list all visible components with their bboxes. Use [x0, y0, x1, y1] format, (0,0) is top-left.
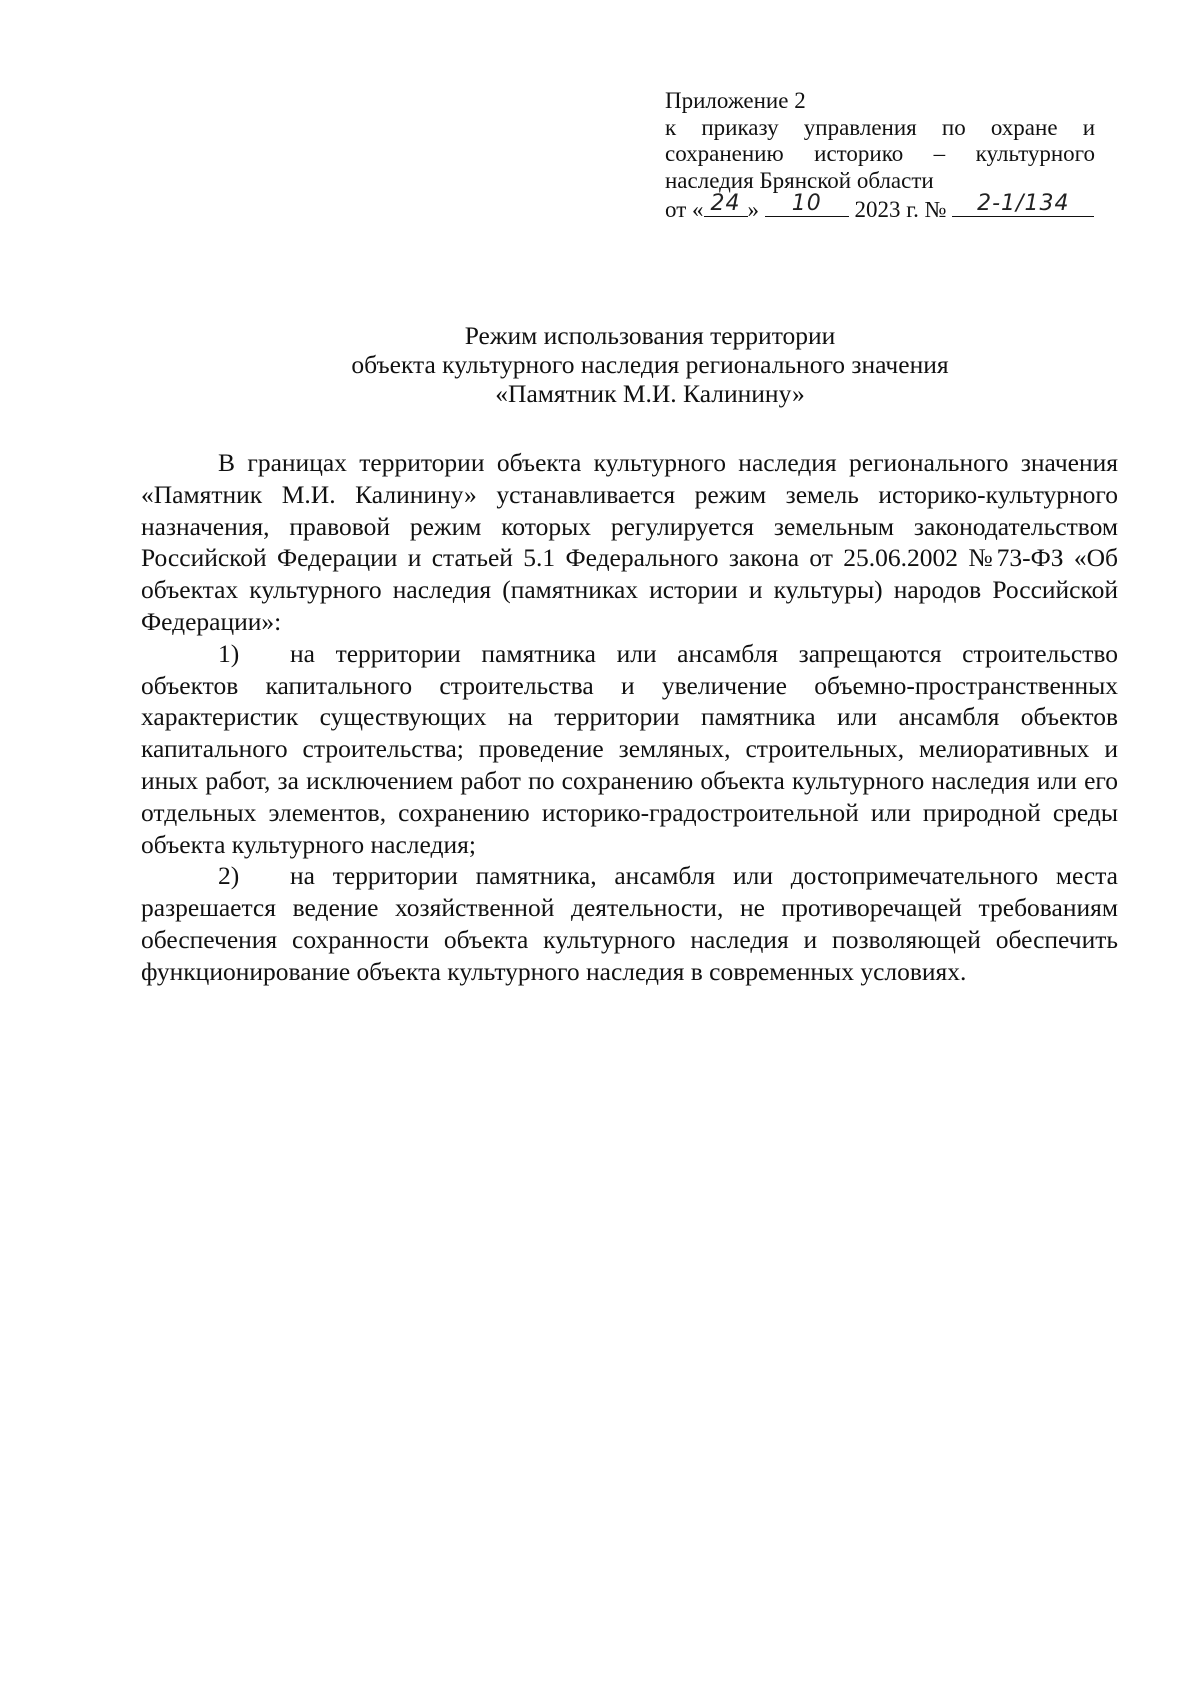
title-line-2: объекта культурного наследия регионального значения — [351, 350, 949, 379]
month-blank — [765, 191, 849, 217]
date-prefix: от « — [665, 197, 704, 222]
handwritten-number: 2-1/134 — [977, 191, 1070, 216]
appendix-label: Приложение 2 — [665, 88, 806, 113]
handwritten-day: 24 — [710, 191, 741, 216]
item-text: на территории памятника, ансамбля или достопримечательного места разрешается ведение хозяйственной деятельности, не противоречащей требованиям обеспечения сохранности объекта культурного наследия и позволяющей обеспечить функционирование объекта культурного наследия в современных условиях. — [141, 861, 1118, 986]
handwritten-month: 10 — [791, 191, 822, 216]
item-text: на территории памятника или ансамбля запрещаются строительство объектов капитального строительства и увеличение объемно-пространственных характеристик существующих на территории памятника или ансамбля объектов капитального строительства; проведение земляных, строительных, мелиоративных и иных работ, за исключением работ по сохранению объекта культурного наследия или его отдельных элементов, сохранению историко-градостроительной или природной среды объекта культурного наследия; — [141, 638, 1118, 859]
appendix-order-line: к приказу управления по охране и — [665, 114, 1095, 140]
title-line-3: «Памятник М.И. Калинину» — [495, 379, 805, 408]
intro-paragraph: В границах территории объекта культурного наследия регионального значения «Памятник М.И. Калинину» устанавливается режим земель историко-культурного назначения, правовой режим которых регулируется земельным законодательством Российской Федерации и статьей 5.1 Федерального закона от 25.06.2002 №73-ФЗ «Об объектах культурного наследия (памятниках истории и культуры) народов Российской Федерации»: — [141, 448, 1118, 636]
number-blank — [952, 191, 1094, 217]
appendix-region-line: наследия Брянской области — [665, 167, 934, 193]
document-title — [150, 321, 1150, 408]
appendix-authority-line: сохранению историко – культурного — [665, 141, 1095, 166]
item-number: 2) — [218, 861, 240, 891]
list-item — [141, 638, 1118, 861]
day-blank — [704, 191, 748, 217]
title-line-1: Режим использования территории — [464, 321, 836, 350]
document-body — [141, 447, 1118, 988]
item-number: 1) — [218, 638, 240, 668]
appendix-date-line — [665, 191, 1095, 224]
appendix-header — [665, 88, 1095, 224]
date-mid: » — [747, 197, 759, 222]
list-item — [141, 860, 1118, 987]
year-and-number-label: 2023 г. № — [854, 197, 947, 222]
